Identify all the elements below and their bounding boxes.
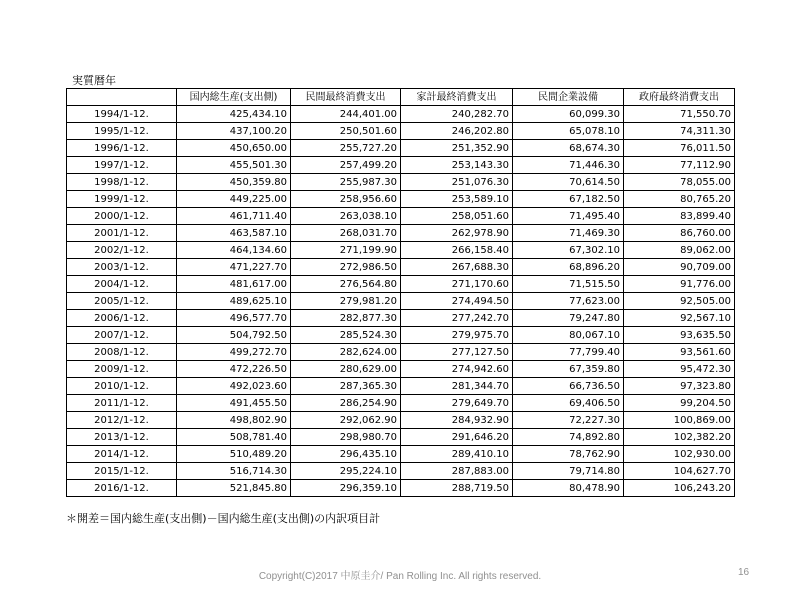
private-consumption-cell: 296,435.10 (291, 446, 401, 463)
private-investment-cell: 78,762.90 (513, 446, 624, 463)
government-consumption-cell: 89,062.00 (624, 242, 735, 259)
private-investment-cell: 71,446.30 (513, 157, 624, 174)
table-row (67, 378, 735, 395)
private-investment-cell: 65,078.10 (513, 123, 624, 140)
private-consumption-cell: 295,224.10 (291, 463, 401, 480)
government-consumption-cell: 100,869.00 (624, 412, 735, 429)
private-investment-cell: 67,302.10 (513, 242, 624, 259)
private-consumption-cell: 250,501.60 (291, 123, 401, 140)
government-consumption-cell: 74,311.30 (624, 123, 735, 140)
household-consumption-cell: 246,202.80 (401, 123, 513, 140)
private-consumption-cell: 285,524.30 (291, 327, 401, 344)
government-consumption-cell: 71,550.70 (624, 106, 735, 123)
period-cell: 2009/1-12. (67, 361, 177, 378)
table-row (67, 208, 735, 225)
table-row (67, 310, 735, 327)
gdp-cell: 463,587.10 (177, 225, 291, 242)
household-consumption-cell: 284,932.90 (401, 412, 513, 429)
gdp-cell: 472,226.50 (177, 361, 291, 378)
government-consumption-cell: 102,382.20 (624, 429, 735, 446)
period-cell: 1999/1-12. (67, 191, 177, 208)
government-consumption-cell: 90,709.00 (624, 259, 735, 276)
government-consumption-cell: 99,204.50 (624, 395, 735, 412)
private-investment-cell: 69,406.50 (513, 395, 624, 412)
private-consumption-cell: 279,981.20 (291, 293, 401, 310)
table-row (67, 429, 735, 446)
gdp-cell: 471,227.70 (177, 259, 291, 276)
header-row (67, 89, 735, 106)
period-cell: 2014/1-12. (67, 446, 177, 463)
private-investment-cell: 77,623.00 (513, 293, 624, 310)
gdp-cell: 498,802.90 (177, 412, 291, 429)
period-cell: 2015/1-12. (67, 463, 177, 480)
table-row (67, 106, 735, 123)
period-cell: 2011/1-12. (67, 395, 177, 412)
household-consumption-cell: 253,589.10 (401, 191, 513, 208)
gdp-cell: 461,711.40 (177, 208, 291, 225)
gdp-cell: 449,225.00 (177, 191, 291, 208)
government-consumption-cell: 91,776.00 (624, 276, 735, 293)
government-consumption-cell: 78,055.00 (624, 174, 735, 191)
header-private-consumption: 民間最終消費支出 (291, 89, 401, 106)
private-investment-cell: 74,892.80 (513, 429, 624, 446)
private-investment-cell: 71,495.40 (513, 208, 624, 225)
government-consumption-cell: 92,505.00 (624, 293, 735, 310)
household-consumption-cell: 279,975.70 (401, 327, 513, 344)
government-consumption-cell: 77,112.90 (624, 157, 735, 174)
period-cell: 2006/1-12. (67, 310, 177, 327)
table-row (67, 191, 735, 208)
period-cell: 2016/1-12. (67, 480, 177, 497)
period-cell: 2010/1-12. (67, 378, 177, 395)
private-consumption-cell: 276,564.80 (291, 276, 401, 293)
government-consumption-cell: 80,765.20 (624, 191, 735, 208)
household-consumption-cell: 251,352.90 (401, 140, 513, 157)
gdp-cell: 521,845.80 (177, 480, 291, 497)
household-consumption-cell: 266,158.40 (401, 242, 513, 259)
private-investment-cell: 71,515.50 (513, 276, 624, 293)
period-cell: 1998/1-12. (67, 174, 177, 191)
gdp-cell: 450,359.80 (177, 174, 291, 191)
private-investment-cell: 80,478.90 (513, 480, 624, 497)
gdp-cell: 464,134.60 (177, 242, 291, 259)
period-cell: 1996/1-12. (67, 140, 177, 157)
government-consumption-cell: 106,243.20 (624, 480, 735, 497)
private-investment-cell: 79,714.80 (513, 463, 624, 480)
table-row (67, 225, 735, 242)
private-consumption-cell: 255,987.30 (291, 174, 401, 191)
household-consumption-cell: 279,649.70 (401, 395, 513, 412)
private-investment-cell: 67,182.50 (513, 191, 624, 208)
private-investment-cell: 68,896.20 (513, 259, 624, 276)
government-consumption-cell: 104,627.70 (624, 463, 735, 480)
period-cell: 2001/1-12. (67, 225, 177, 242)
table-row (67, 276, 735, 293)
government-consumption-cell: 102,930.00 (624, 446, 735, 463)
government-consumption-cell: 95,472.30 (624, 361, 735, 378)
table-row (67, 123, 735, 140)
gdp-cell: 516,714.30 (177, 463, 291, 480)
private-consumption-cell: 292,062.90 (291, 412, 401, 429)
household-consumption-cell: 271,170.60 (401, 276, 513, 293)
gdp-cell: 455,501.30 (177, 157, 291, 174)
government-consumption-cell: 76,011.50 (624, 140, 735, 157)
household-consumption-cell: 288,719.50 (401, 480, 513, 497)
household-consumption-cell: 253,143.30 (401, 157, 513, 174)
household-consumption-cell: 277,127.50 (401, 344, 513, 361)
private-consumption-cell: 286,254.90 (291, 395, 401, 412)
private-consumption-cell: 271,199.90 (291, 242, 401, 259)
private-investment-cell: 68,674.30 (513, 140, 624, 157)
private-consumption-cell: 296,359.10 (291, 480, 401, 497)
table-row (67, 140, 735, 157)
private-investment-cell: 71,469.30 (513, 225, 624, 242)
private-consumption-cell: 268,031.70 (291, 225, 401, 242)
table-row (67, 242, 735, 259)
private-investment-cell: 79,247.80 (513, 310, 624, 327)
household-consumption-cell: 267,688.30 (401, 259, 513, 276)
table-row (67, 327, 735, 344)
private-investment-cell: 70,614.50 (513, 174, 624, 191)
household-consumption-cell: 289,410.10 (401, 446, 513, 463)
period-cell: 2000/1-12. (67, 208, 177, 225)
private-consumption-cell: 298,980.70 (291, 429, 401, 446)
private-consumption-cell: 257,499.20 (291, 157, 401, 174)
header-household-consumption: 家計最終消費支出 (401, 89, 513, 106)
period-cell: 2007/1-12. (67, 327, 177, 344)
period-cell: 2003/1-12. (67, 259, 177, 276)
private-consumption-cell: 258,956.60 (291, 191, 401, 208)
household-consumption-cell: 291,646.20 (401, 429, 513, 446)
private-consumption-cell: 282,877.30 (291, 310, 401, 327)
footnote: ＊開差＝国内総生産(支出側)－国内総生産(支出側)の内訳項目計 (66, 512, 381, 525)
gdp-cell: 491,455.50 (177, 395, 291, 412)
header-period (67, 89, 177, 106)
table-row (67, 480, 735, 497)
private-consumption-cell: 287,365.30 (291, 378, 401, 395)
table-row (67, 293, 735, 310)
gdp-cell: 496,577.70 (177, 310, 291, 327)
table-caption: 実質暦年 (72, 74, 116, 87)
table-row (67, 157, 735, 174)
gdp-cell: 499,272.70 (177, 344, 291, 361)
government-consumption-cell: 86,760.00 (624, 225, 735, 242)
table-row (67, 344, 735, 361)
private-consumption-cell: 255,727.20 (291, 140, 401, 157)
gdp-cell: 510,489.20 (177, 446, 291, 463)
government-consumption-cell: 93,561.60 (624, 344, 735, 361)
household-consumption-cell: 262,978.90 (401, 225, 513, 242)
header-private-investment: 民間企業設備 (513, 89, 624, 106)
gdp-cell: 504,792.50 (177, 327, 291, 344)
header-gdp: 国内総生産(支出側) (177, 89, 291, 106)
household-consumption-cell: 274,494.50 (401, 293, 513, 310)
gdp-cell: 481,617.00 (177, 276, 291, 293)
table-row (67, 463, 735, 480)
period-cell: 1995/1-12. (67, 123, 177, 140)
period-cell: 2008/1-12. (67, 344, 177, 361)
private-consumption-cell: 280,629.00 (291, 361, 401, 378)
table-row (67, 412, 735, 429)
period-cell: 1997/1-12. (67, 157, 177, 174)
gdp-cell: 450,650.00 (177, 140, 291, 157)
gdp-cell: 425,434.10 (177, 106, 291, 123)
period-cell: 2013/1-12. (67, 429, 177, 446)
gdp-cell: 508,781.40 (177, 429, 291, 446)
table-row (67, 259, 735, 276)
private-investment-cell: 80,067.10 (513, 327, 624, 344)
household-consumption-cell: 274,942.60 (401, 361, 513, 378)
private-consumption-cell: 244,401.00 (291, 106, 401, 123)
private-investment-cell: 66,736.50 (513, 378, 624, 395)
table-row (67, 174, 735, 191)
table-body (67, 106, 735, 497)
table-row (67, 446, 735, 463)
header-government-consumption: 政府最終消費支出 (624, 89, 735, 106)
household-consumption-cell: 240,282.70 (401, 106, 513, 123)
gdp-table (66, 88, 735, 497)
government-consumption-cell: 93,635.50 (624, 327, 735, 344)
household-consumption-cell: 251,076.30 (401, 174, 513, 191)
gdp-cell: 492,023.60 (177, 378, 291, 395)
private-consumption-cell: 272,986.50 (291, 259, 401, 276)
gdp-cell: 437,100.20 (177, 123, 291, 140)
private-investment-cell: 60,099.30 (513, 106, 624, 123)
household-consumption-cell: 281,344.70 (401, 378, 513, 395)
private-consumption-cell: 282,624.00 (291, 344, 401, 361)
government-consumption-cell: 97,323.80 (624, 378, 735, 395)
period-cell: 2004/1-12. (67, 276, 177, 293)
period-cell: 1994/1-12. (67, 106, 177, 123)
period-cell: 2012/1-12. (67, 412, 177, 429)
household-consumption-cell: 258,051.60 (401, 208, 513, 225)
private-investment-cell: 67,359.80 (513, 361, 624, 378)
government-consumption-cell: 83,899.40 (624, 208, 735, 225)
household-consumption-cell: 277,242.70 (401, 310, 513, 327)
private-consumption-cell: 263,038.10 (291, 208, 401, 225)
page-number: 16 (738, 567, 750, 578)
period-cell: 2005/1-12. (67, 293, 177, 310)
government-consumption-cell: 92,567.10 (624, 310, 735, 327)
private-investment-cell: 77,799.40 (513, 344, 624, 361)
private-investment-cell: 72,227.30 (513, 412, 624, 429)
copyright-footer: Copyright(C)2017 中原圭介/ Pan Rolling Inc. All rights reserved. (258, 571, 542, 582)
period-cell: 2002/1-12. (67, 242, 177, 259)
gdp-cell: 489,625.10 (177, 293, 291, 310)
household-consumption-cell: 287,883.00 (401, 463, 513, 480)
table-row (67, 361, 735, 378)
table-row (67, 395, 735, 412)
